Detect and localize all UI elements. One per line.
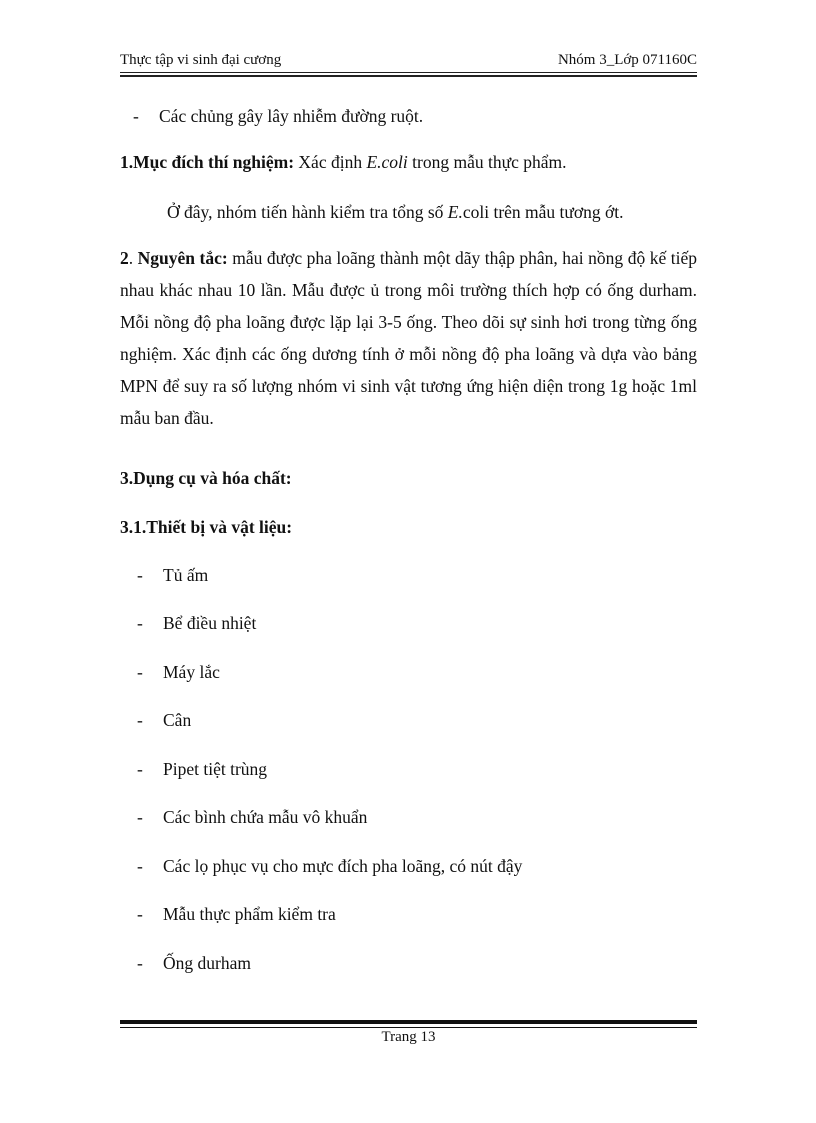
bullet-dash: - <box>137 613 143 633</box>
bullet-dash: - <box>137 710 143 730</box>
list-item-text: Pipet tiệt trùng <box>163 759 268 779</box>
list-item <box>137 656 220 688</box>
page-header <box>120 52 697 72</box>
bullet-dash: - <box>137 662 143 682</box>
list-item <box>137 607 256 639</box>
header-group-class: Nhóm 3_Lớp 071160C <box>557 52 697 68</box>
list-item-text: Các lọ phục vụ cho mực đích pha loãng, có nút đậy <box>163 856 523 876</box>
bullet-dash: - <box>137 953 143 973</box>
bullet-dash: - <box>133 106 139 126</box>
section2-number: 2 <box>120 248 129 268</box>
section1-text-after: trong mẫu thực phẩm. <box>407 152 567 172</box>
footer-rule-thick <box>120 1020 697 1024</box>
section2-paragraph <box>120 242 697 434</box>
section3-1-heading: 3.1.Thiết bị và vật liệu: <box>120 517 293 537</box>
bullet-dash: - <box>137 807 143 827</box>
header-course-title: Thực tập vi sinh đại cương <box>120 52 282 68</box>
section1-heading: 1.Mục đích thí nghiệm: <box>120 152 295 172</box>
bullet-text: Các chủng gây lây nhiễm đường ruột. <box>159 106 424 126</box>
list-item-text: Mẫu thực phẩm kiểm tra <box>163 904 336 924</box>
list-item <box>137 753 267 785</box>
header-rule-thick <box>120 75 697 77</box>
section2-text: mẫu được pha loãng thành một dãy thập phân, hai nồng độ kế tiếp nhau khác nhau 10 lần. Mẫu được ủ trong môi trường thích hợp có ống durham. Mỗi nồng độ pha loãng được lặp lại 3-5 ống. Theo dõi sự sinh hơi trong từng ống nghiệm. Xác định các ống dương tính ở mỗi nồng độ pha loãng và dựa vào bảng MPN để suy ra số lượng nhóm vi sinh vật tương ứng hiện diện trong 1g hoặc 1ml mẫu ban đầu. <box>120 248 697 428</box>
bullet-dash: - <box>137 904 143 924</box>
section1-note <box>167 196 624 228</box>
section2-heading: Nguyên tắc: <box>137 248 228 268</box>
list-item-text: Tủ ấm <box>163 565 209 585</box>
list-item <box>137 559 208 591</box>
bullet-dash: - <box>137 856 143 876</box>
footer-rule-thin <box>120 1027 697 1028</box>
section2-separator: . <box>128 248 138 268</box>
list-item <box>137 850 522 882</box>
list-item-text: Bể điều nhiệt <box>163 613 257 633</box>
list-item-text: Các bình chứa mẫu vô khuẩn <box>163 807 368 827</box>
list-item <box>137 947 251 979</box>
section1-paragraph <box>120 146 566 178</box>
bullet-dash: - <box>137 759 143 779</box>
bullet-dash: - <box>137 565 143 585</box>
list-item-text: Ống durham <box>163 953 251 973</box>
list-item <box>137 898 336 930</box>
list-item-text: Cân <box>163 710 192 730</box>
section1-note-after: coli trên mẫu tương ớt. <box>462 202 624 222</box>
page-number: Trang 13 <box>381 1029 436 1045</box>
list-item <box>137 704 191 736</box>
section1-note-before: Ở đây, nhóm tiến hành kiểm tra tổng số <box>167 202 448 222</box>
section3-heading: 3.Dụng cụ và hóa chất: <box>120 468 292 488</box>
list-item <box>137 801 367 833</box>
section1-note-italic: E. <box>447 202 463 222</box>
list-item-text: Máy lắc <box>163 662 220 682</box>
section1-text-before: Xác định <box>294 152 367 172</box>
section1-italic: E.coli <box>366 152 408 172</box>
header-rule-thin <box>120 72 697 73</box>
intro-bullet <box>133 100 423 132</box>
